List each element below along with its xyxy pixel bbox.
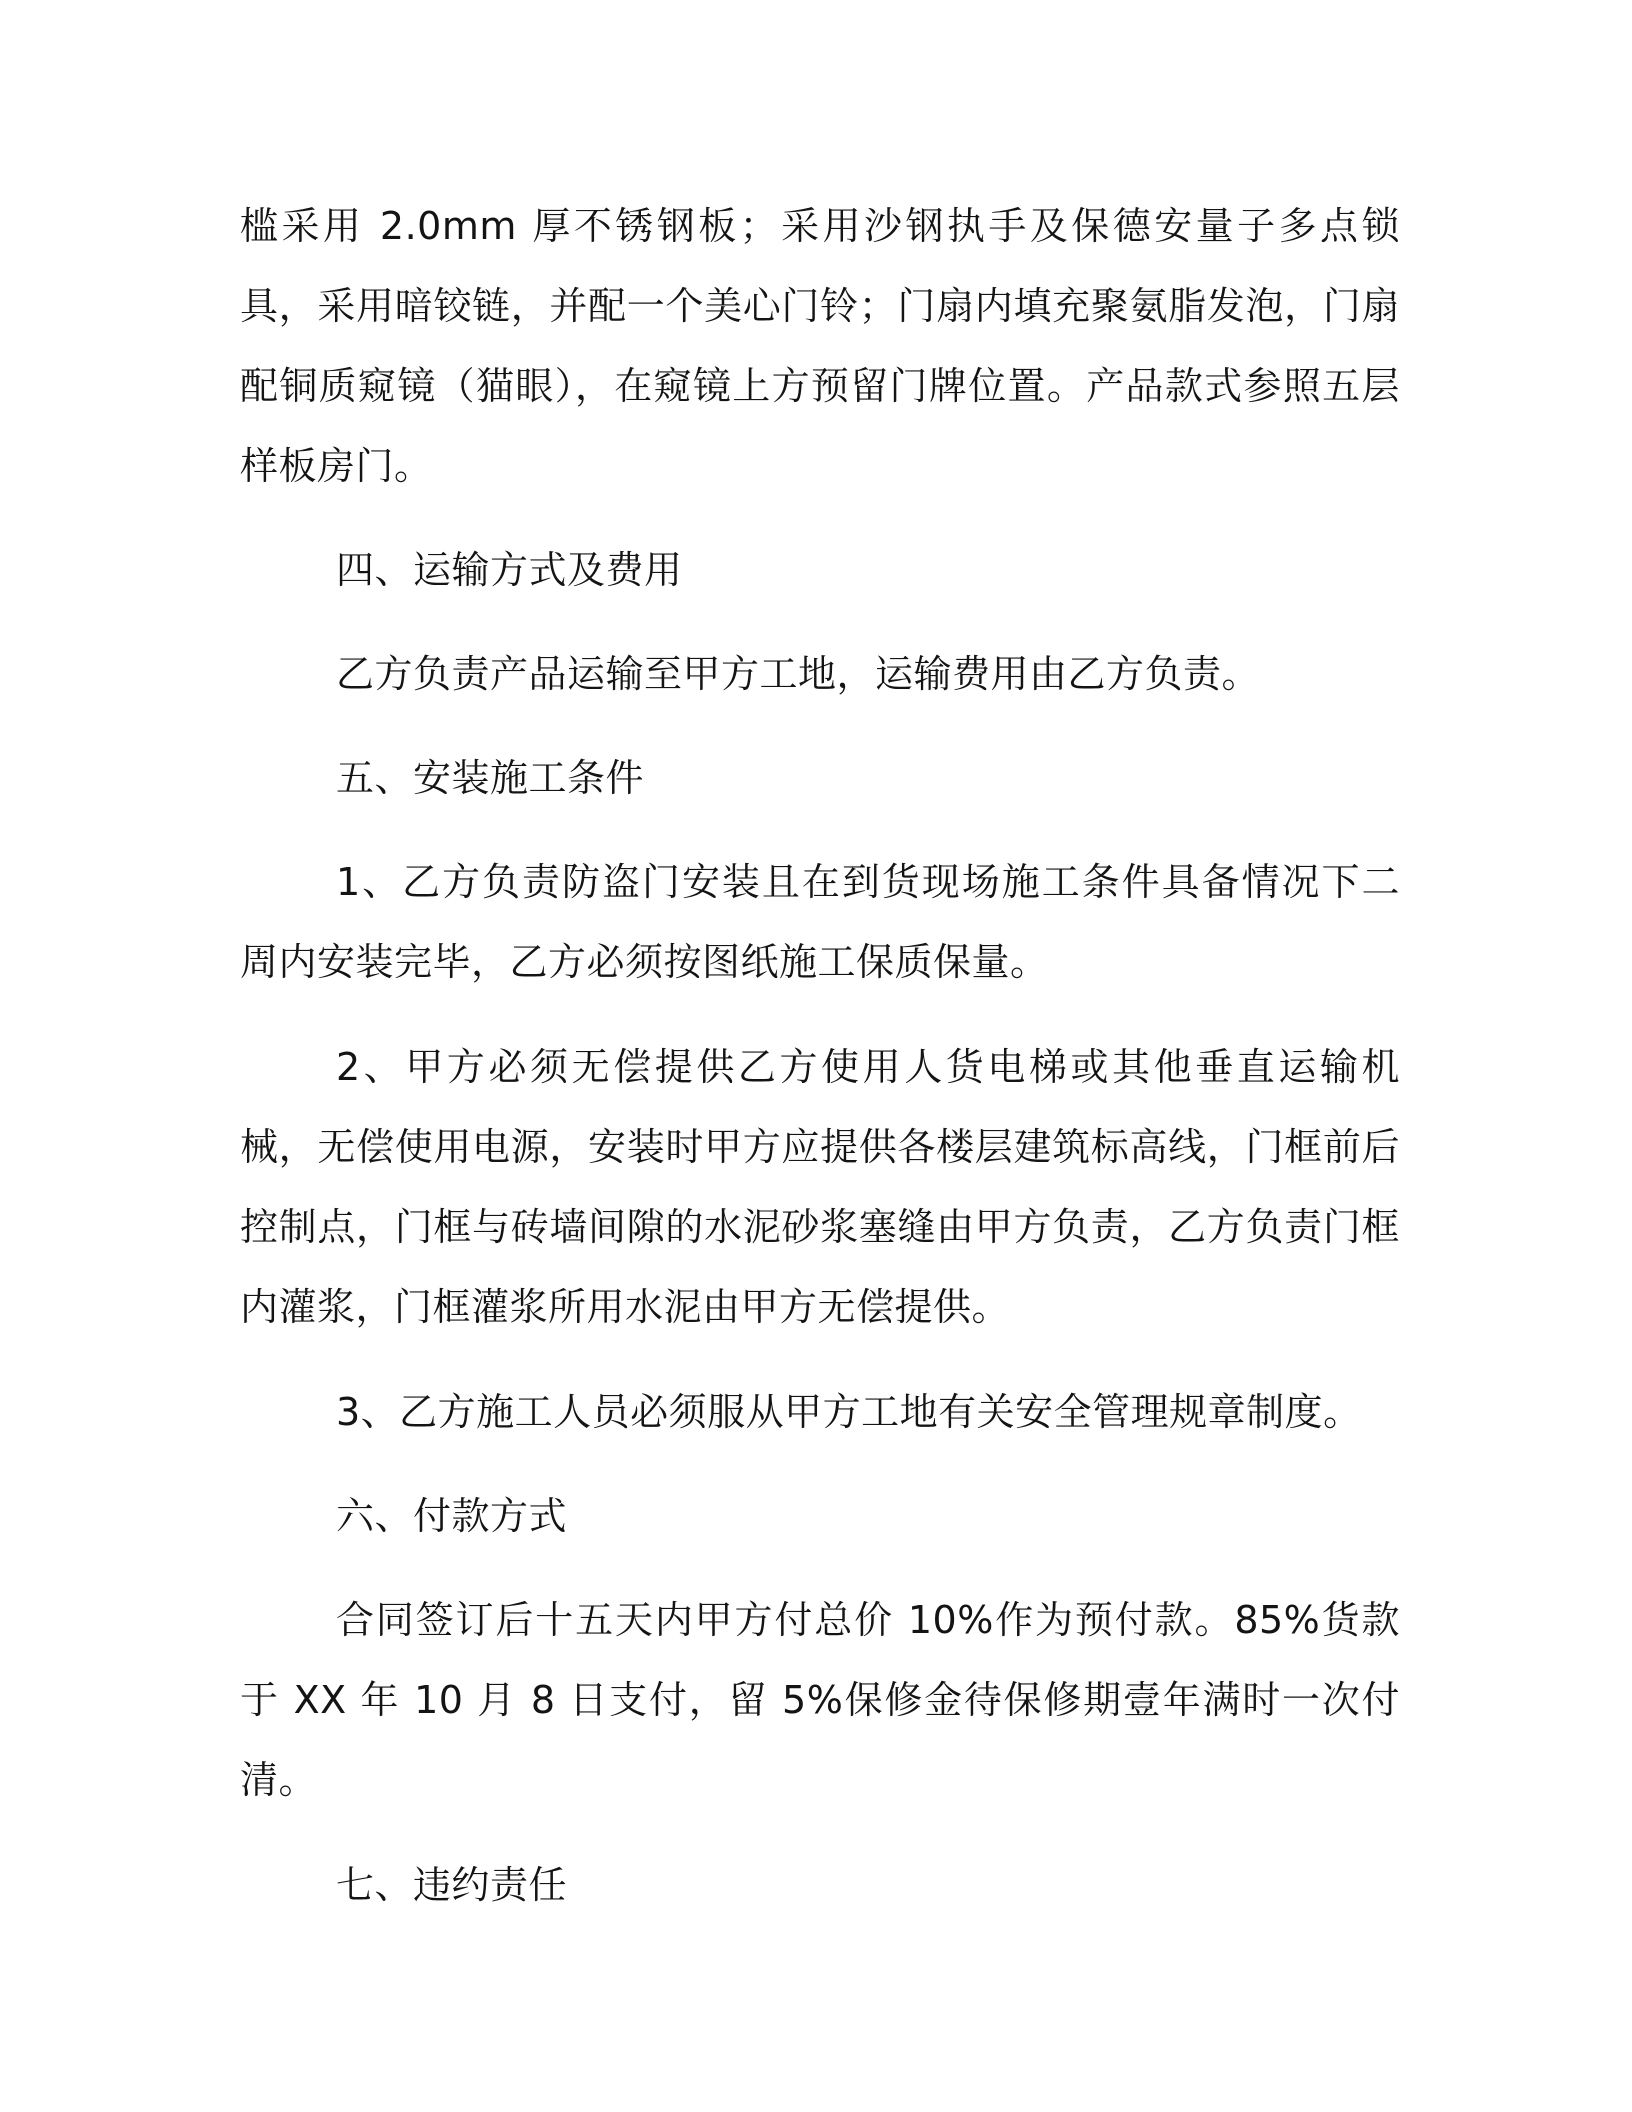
section-heading-transport: 四、运输方式及费用 [336, 548, 683, 592]
body-paragraph-installation-3: 3、乙方施工人员必须服从甲方工地有关安全管理规章制度。 [336, 1390, 1362, 1434]
body-paragraph-door-spec: 槛采用 2.0mm 厚不锈钢板；采用沙钢执手及保德安量子多点锁具，采用暗铰链，并配一个美心门铃；门扇内填充聚氨脂发泡，门扇配铜质窥镜（猫眼），在窥镜上方预留门牌位置。产品款式参照五层样板房门。 [240, 204, 1400, 488]
section-heading-installation: 五、安装施工条件 [336, 756, 645, 800]
body-paragraph-installation-2: 2、甲方必须无偿提供乙方使用人货电梯或其他垂直运输机械，无偿使用电源，安装时甲方应提供各楼层建筑标高线，门框前后控制点，门框与砖墙间隙的水泥砂浆塞缝由甲方负责，乙方负责门框内灌浆，门框灌浆所用水泥由甲方无偿提供。 [240, 1045, 1400, 1329]
body-paragraph-transport: 乙方负责产品运输至甲方工地，运输费用由乙方负责。 [336, 652, 1261, 696]
document-page [240, 186, 1400, 1925]
body-paragraph-installation-1: 1、乙方负责防盗门安装且在到货现场施工条件具备情况下二周内安装完毕，乙方必须按图纸施工保质保量。 [240, 860, 1400, 984]
section-heading-payment: 六、付款方式 [336, 1494, 568, 1538]
section-heading-liability: 七、违约责任 [336, 1863, 568, 1907]
body-paragraph-payment: 合同签订后十五天内甲方付总价 10%作为预付款。85%货款于 XX 年 10 月 8 日支付，留 5%保修金待保修期壹年满时一次付清。 [240, 1598, 1400, 1802]
